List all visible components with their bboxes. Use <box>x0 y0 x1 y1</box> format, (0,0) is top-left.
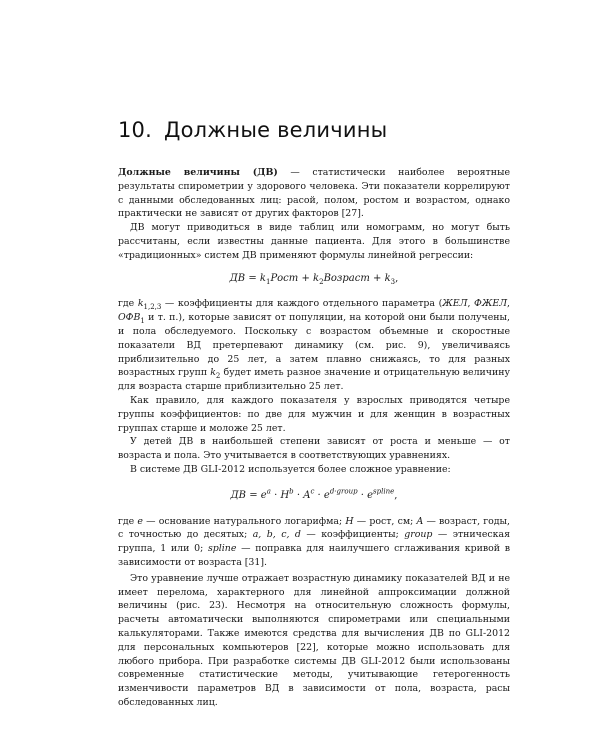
paragraph-coefficients: где $k_{1,2,3}$ — коэффициенты для каждого отдельного параметра (ЖЕЛ, ФЖЕЛ, $ОФВ_1$ и т. п.), которые зависят от популяции, на которой они были получены, и пола обследуемого. Поскольку с возрастом объемные и скоростные показатели ВД претерпевают динамику (см. рис. 9), увеличиваясь приблизительно до 25 лет, а затем плавно снижаясь, то для разных возрастных групп $k_2$ будет иметь разное значение и отрицательную величину для возраста старше приблизительно 25 лет. <box>118 298 511 393</box>
defined-term: Должные величины (ДВ) <box>118 167 278 178</box>
paragraph-definition <box>118 166 510 221</box>
paragraph-children: У детей ДВ в наибольшей степени зависят от роста и меньше — от возраста и пола. Это учитывается в соответствующих уравнениях. <box>118 436 510 462</box>
paragraph-gli-intro: В системе ДВ GLI-2012 используется более сложное уравнение: <box>130 463 451 475</box>
definition-text: — статистически наиболее вероятные результаты спирометрии у здорового человека. Эти показатели коррелируют с данными обследованных лиц: расой, полом, ростом и возрастом, однако практически не зависят от других факторов [27]. <box>118 167 510 220</box>
paragraph-gli-variables: где e — основание натурального логарифма; H — рост, см; A — возраст, годы, с точностью до десятых; a, b, c, d — коэффициенты; group — этническая группа, 1 или 0; spline — поправка для наилучшего сглаживания кривой в зависимости от возраста [31]. <box>118 515 511 568</box>
paragraph-gli-advantages: Это уравнение лучше отражает возрастную динамику показателей ВД и не имеет перелома, характерного для линейной аппроксимации должной величины (рис. 23). Несмотря на относительную сложность формулы, расчеты автоматически выполняются спирометрами или специальными калькуляторами. Также имеются средства для вычисления ДВ по GLI-2012 для персональных компьютеров [22], которые можно использовать для любого прибора. При разработке системы ДВ GLI-2012 были использованы современные статистические методы, учитывающие гетерогенность изменчивости параметров ВД в зависимости от пола, возраста, расы обследованных лиц. <box>118 572 510 708</box>
chapter-number: 10. <box>118 118 152 142</box>
equation-gli-2012: ДВ = $e^a \cdot H^b \cdot A^c \cdot e^{d\cdot group} \cdot e^{spline}$, <box>230 487 398 501</box>
paragraph-adult-groups: Как правило, для каждого показателя у взрослых приводятся четыре группы коэффициентов: по две для мужчин и для женщин в возрастных группах старше и моложе 25 лет. <box>118 394 510 434</box>
chapter-title: Должные величины <box>164 118 388 142</box>
paragraph-regression-intro: ДВ могут приводиться в виде таблиц или номограмм, но могут быть рассчитаны, если известны данные пациента. Для этого в большинстве «традиционных» систем ДВ применяют формулы линейной регрессии: <box>118 222 510 261</box>
body-text <box>118 166 510 710</box>
equation-linear-regression: ДВ = $k_1Рост$ + $k_2Возраст + k_3$, <box>229 272 399 286</box>
chapter-heading <box>118 118 387 142</box>
